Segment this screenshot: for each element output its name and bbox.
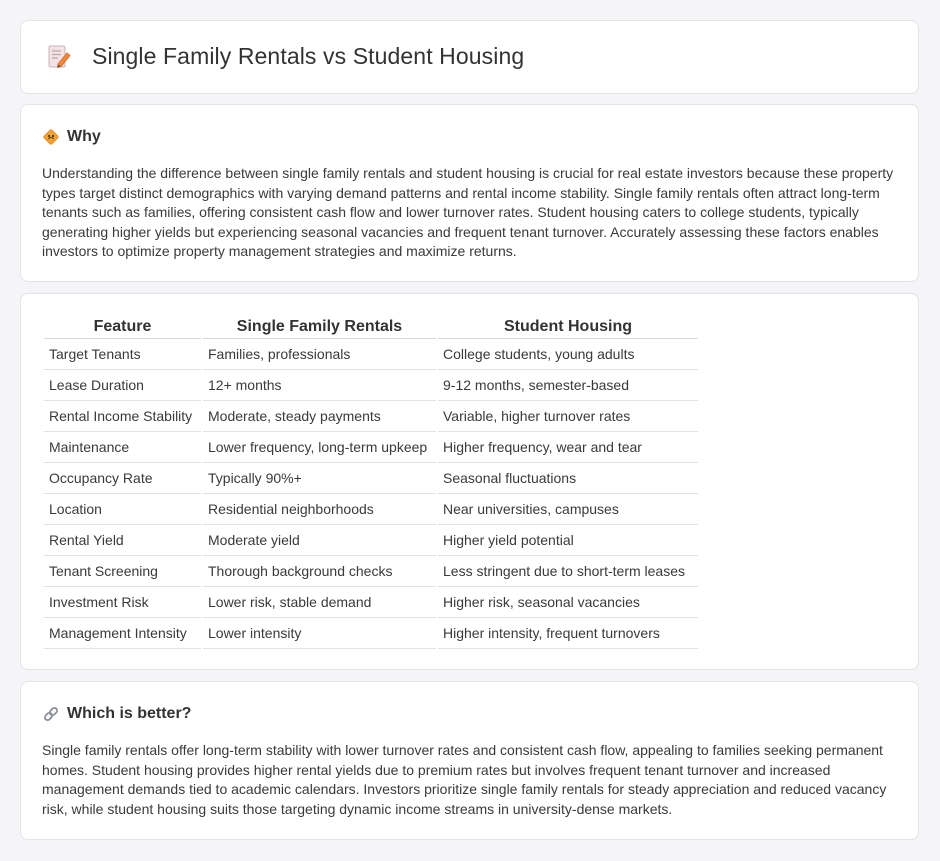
table-row xyxy=(44,556,698,587)
feature-cell: Lease Duration xyxy=(44,370,201,401)
table-row xyxy=(44,618,698,649)
table-row xyxy=(44,339,698,370)
column-header: Single Family Rentals xyxy=(203,315,436,339)
feature-cell: Target Tenants xyxy=(44,339,201,370)
comparison-section xyxy=(20,293,919,670)
single-family-cell: Thorough background checks xyxy=(203,556,436,587)
single-family-cell: Lower intensity xyxy=(203,618,436,649)
which-better-text: Single family rentals offer long-term stability with lower turnover rates and consistent cash flow, appealing to families seeking permanent homes. Student housing provides higher rental yields due to premium rates but involves frequent tenant turnover and increased management demands tied to academic calendars. Investors prioritize single family rentals for steady appreciation and reduced vacancy risk, while student housing suits those targeting dynamic income streams in university-dense markets. xyxy=(42,742,887,817)
student-housing-cell: Higher intensity, frequent turnovers xyxy=(438,618,698,649)
feature-cell: Management Intensity xyxy=(44,618,201,649)
single-family-cell: Lower risk, stable demand xyxy=(203,587,436,618)
column-header: Student Housing xyxy=(438,315,698,339)
diamond-sign-icon xyxy=(42,128,60,146)
single-family-cell: Residential neighborhoods xyxy=(203,494,436,525)
feature-cell: Investment Risk xyxy=(44,587,201,618)
table-row xyxy=(44,401,698,432)
table-row xyxy=(44,587,698,618)
single-family-cell: Lower frequency, long-term upkeep xyxy=(203,432,436,463)
column-header: Feature xyxy=(44,315,201,339)
memo-icon xyxy=(46,44,72,70)
feature-cell: Tenant Screening xyxy=(44,556,201,587)
table-row xyxy=(44,525,698,556)
single-family-cell: Moderate yield xyxy=(203,525,436,556)
why-heading: Why xyxy=(67,128,101,145)
single-family-cell: Moderate, steady payments xyxy=(203,401,436,432)
feature-cell: Occupancy Rate xyxy=(44,463,201,494)
student-housing-cell: Higher risk, seasonal vacancies xyxy=(438,587,698,618)
student-housing-cell: Seasonal fluctuations xyxy=(438,463,698,494)
table-row xyxy=(44,432,698,463)
single-family-cell: Typically 90%+ xyxy=(203,463,436,494)
comparison-table xyxy=(42,315,700,649)
student-housing-cell: Higher yield potential xyxy=(438,525,698,556)
student-housing-cell: Variable, higher turnover rates xyxy=(438,401,698,432)
student-housing-cell: Less stringent due to short-term leases xyxy=(438,556,698,587)
feature-cell: Rental Yield xyxy=(44,525,201,556)
page-title: Single Family Rentals vs Student Housing xyxy=(92,43,525,69)
table-row xyxy=(44,370,698,401)
table-row xyxy=(44,494,698,525)
which-better-heading: Which is better? xyxy=(67,705,192,722)
feature-cell: Location xyxy=(44,494,201,525)
student-housing-cell: College students, young adults xyxy=(438,339,698,370)
single-family-cell: 12+ months xyxy=(203,370,436,401)
link-icon xyxy=(42,705,60,723)
which-better-section xyxy=(20,681,919,840)
table-header-row xyxy=(44,315,698,339)
why-section xyxy=(20,104,919,282)
title-card xyxy=(20,20,919,94)
why-header xyxy=(42,128,101,146)
student-housing-cell: Higher frequency, wear and tear xyxy=(438,432,698,463)
which-better-header xyxy=(42,705,191,723)
single-family-cell: Families, professionals xyxy=(203,339,436,370)
feature-cell: Maintenance xyxy=(44,432,201,463)
feature-cell: Rental Income Stability xyxy=(44,401,201,432)
table-row xyxy=(44,463,698,494)
why-text: Understanding the difference between single family rentals and student housing is crucial for real estate investors because these property types target distinct demographics with varying demand patterns and rental income stability. Single family rentals often attract long-term tenants such as families, offering consistent cash flow and lower turnover rates. Student housing caters to college students, typically generating higher yields but experiencing seasonal vacancies and frequent tenant turnover. Accurately assessing these factors enables investors to optimize property management strategies and maximize returns. xyxy=(42,165,894,259)
student-housing-cell: 9-12 months, semester-based xyxy=(438,370,698,401)
student-housing-cell: Near universities, campuses xyxy=(438,494,698,525)
